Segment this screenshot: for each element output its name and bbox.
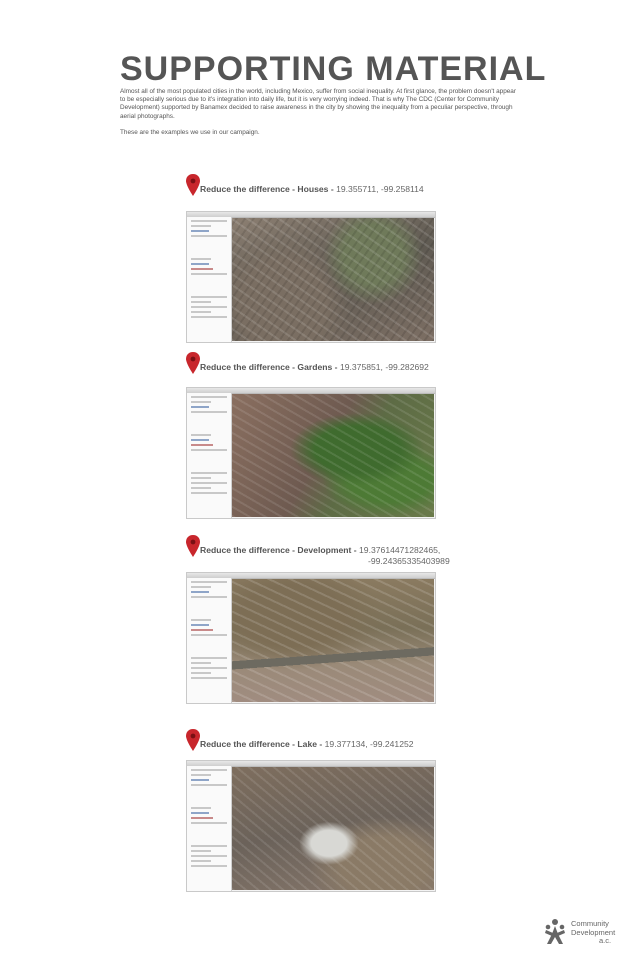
aerial-photo (232, 579, 434, 702)
screenshot-gardens (186, 387, 436, 519)
entry-label (200, 362, 450, 373)
intro-paragraph: Almost all of the most populated cities in the world, including Mexico, suffer from social inequality. At first glance, the problem doesn't appear to be especially serious due to it's integration into daily life, but it is very worrying indeed. That is why The CDC (Center for Community Development) supported by Banamex decided to raise awareness in the city by showing the inequality from a peculiar perspective, through aerial photographs. (120, 88, 516, 120)
entry-coordinates: 19.355711, -99.258114 (336, 184, 424, 194)
entry-coordinates-continued: -99.24365335403989 (368, 556, 450, 566)
examples-note: These are the examples we use in our campaign. (120, 128, 260, 136)
entry-houses (186, 174, 446, 200)
screenshot-lake (186, 760, 436, 892)
sidebar-panel (187, 578, 232, 703)
entry-gardens (186, 352, 446, 378)
entry-title: Reduce the difference - Lake - (200, 739, 323, 749)
map-pin-icon (186, 174, 200, 196)
aerial-photo (232, 218, 434, 341)
entry-coordinates: 19.375851, -99.282692 (339, 362, 429, 372)
aerial-photo (232, 767, 434, 890)
logo-line-ac: a.c. (599, 936, 612, 945)
map-pin-icon (186, 729, 200, 751)
logo-line-development: Development (571, 927, 616, 937)
entry-label (200, 739, 450, 750)
screenshot-houses (186, 211, 436, 343)
map-pin-icon (186, 535, 200, 557)
entry-lake (186, 729, 446, 755)
screenshot-development (186, 572, 436, 704)
entry-label (200, 184, 450, 195)
people-logo-icon (543, 918, 567, 946)
aerial-photo (232, 394, 434, 517)
entry-development (186, 535, 450, 566)
logo-text (571, 920, 615, 946)
sidebar-panel (187, 393, 232, 518)
map-pin-icon (186, 352, 200, 374)
intro-text (120, 88, 518, 145)
sidebar-panel (187, 766, 232, 891)
community-development-logo (543, 918, 633, 948)
entry-coordinates: 19.377134, -99.241252 (324, 739, 414, 749)
entry-title: Reduce the difference - Gardens - (200, 362, 338, 372)
page-title: SUPPORTING MATERIAL (120, 50, 547, 88)
entry-label (200, 545, 450, 567)
entry-title: Reduce the difference - Development - (200, 545, 357, 555)
sidebar-panel (187, 217, 232, 342)
logo-line-community: Community (571, 919, 609, 928)
entry-title: Reduce the difference - Houses - (200, 184, 334, 194)
entry-coordinates: 19.37614471282465, (359, 545, 441, 555)
